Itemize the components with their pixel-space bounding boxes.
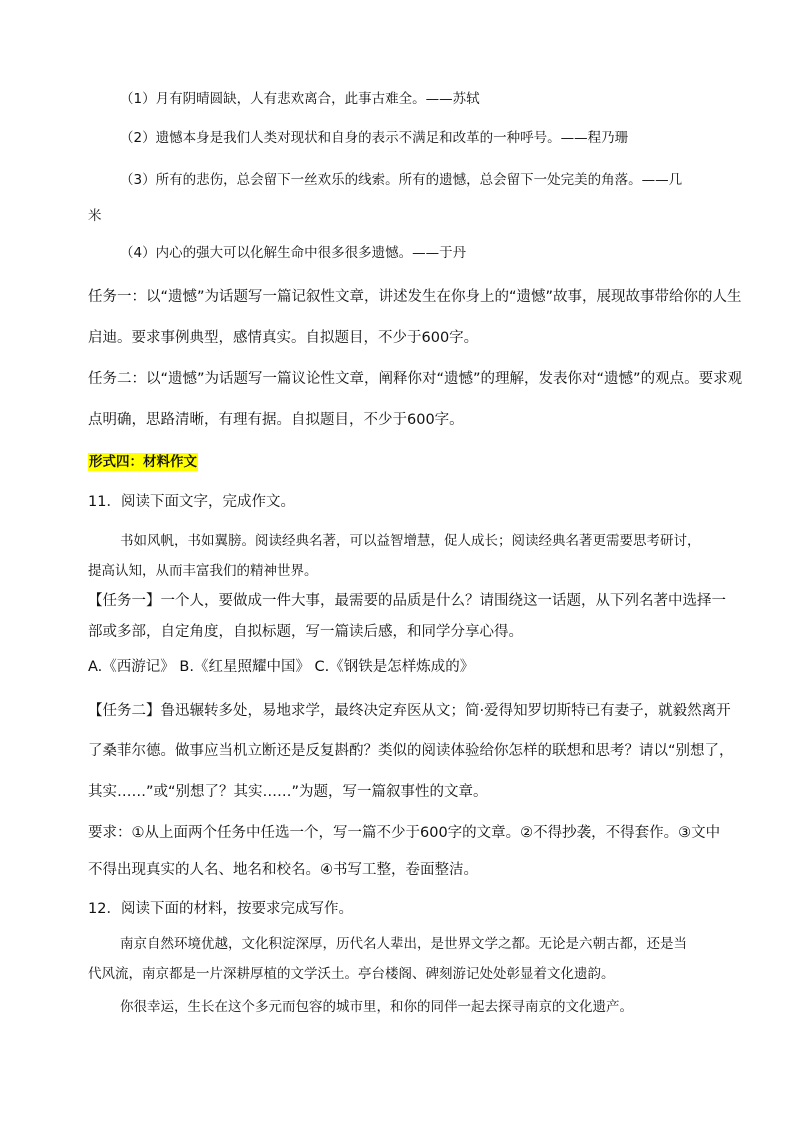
quote-4: （4）内心的强大可以化解生命中很多很多遗憾。——于丹 [120,245,467,261]
task-1-line-2: 启迪。要求事例典型，感情真实。自拟题目，不少于600字。 [88,330,479,346]
quote-2: （2）遗憾本身是我们人类对现状和自身的表示不满足和改革的一种呼号。——程乃珊 [120,130,629,146]
q11-task-2-line-1: 【任务二】鲁迅辗转多处，易地求学，最终决定弃医从文；简·爱得知罗切斯特已有妻子，就毅然离开 [88,703,731,719]
q11-material-line-2: 提高认知，从而丰富我们的精神世界。 [88,563,318,579]
q11-task-2-line-2: 了桑菲尔德。做事应当机立断还是反复斟酌？类似的阅读体验给你怎样的联想和思考？请以“别想了， [88,743,734,759]
section-heading-text: 形式四：材料作文 [89,454,197,470]
q11-task-1-line-2: 部或多部，自定角度，自拟标题，写一篇读后感，和同学分享心得。 [88,624,523,640]
quote-1: （1）月有阴晴圆缺，人有悲欢离合，此事古难全。——苏轼 [120,91,480,107]
q11-task-2-line-3: 其实……”或“别想了？其实……”为题，写一篇叙事性的文章。 [88,784,488,800]
q12-material-line-2: 代风流，南京都是一片深耕厚植的文学沃土。亭台楼阁、碑刻游记处处彰显着文化遗韵。 [88,966,615,982]
q11-options: A.《西游记》 B.《红星照耀中国》 C.《钢铁是怎样炼成的》 [88,659,475,675]
quote-3-line-2: 米 [88,208,102,224]
q12-title: 12．阅读下面的材料，按要求完成写作。 [88,901,353,917]
q11-requirements-line-1: 要求：①从上面两个任务中任选一个，写一篇不少于600字的文章。②不得抄袭，不得套作。③文中 [88,825,721,841]
section-heading [88,452,198,472]
q11-task-1-line-1: 【任务一】一个人，要做成一件大事，最需要的品质是什么？请围绕这一话题，从下列名著中选择一 [88,593,726,609]
q11-title: 11．阅读下面文字，完成作文。 [88,494,295,510]
q11-material-line-1: 书如风帆，书如翼膀。阅读经典名著，可以益智增慧，促人成长；阅读经典名著更需要思考研讨， [120,533,701,549]
task-2-line-1: 任务二：以“遗憾”为话题写一篇议论性文章，阐释你对“遗憾”的理解，发表你对“遗憾”的观点。要求观 [88,371,743,387]
task-2-line-2: 点明确，思路清晰，有理有据。自拟题目，不少于600字。 [88,412,464,428]
task-1-line-1: 任务一：以“遗憾”为话题写一篇记叙性文章，讲述发生在你身上的“遗憾”故事，展现故事带给你的人生 [88,289,742,305]
quote-3-line-1: （3）所有的悲伤，总会留下一丝欢乐的线索。所有的遗憾，总会留下一处完美的角落。——几 [120,172,683,188]
q11-requirements-line-2: 不得出现真实的人名、地名和校名。④书写工整，卷面整洁。 [88,862,478,878]
q12-material-line-1: 南京自然环境优越，文化积淀深厚，历代名人辈出，是世界文学之都。无论是六朝古都，还是当 [120,936,687,952]
q12-material-line-3: 你很幸运，生长在这个多元而包容的城市里，和你的同伴一起去探寻南京的文化遗产。 [120,999,633,1015]
